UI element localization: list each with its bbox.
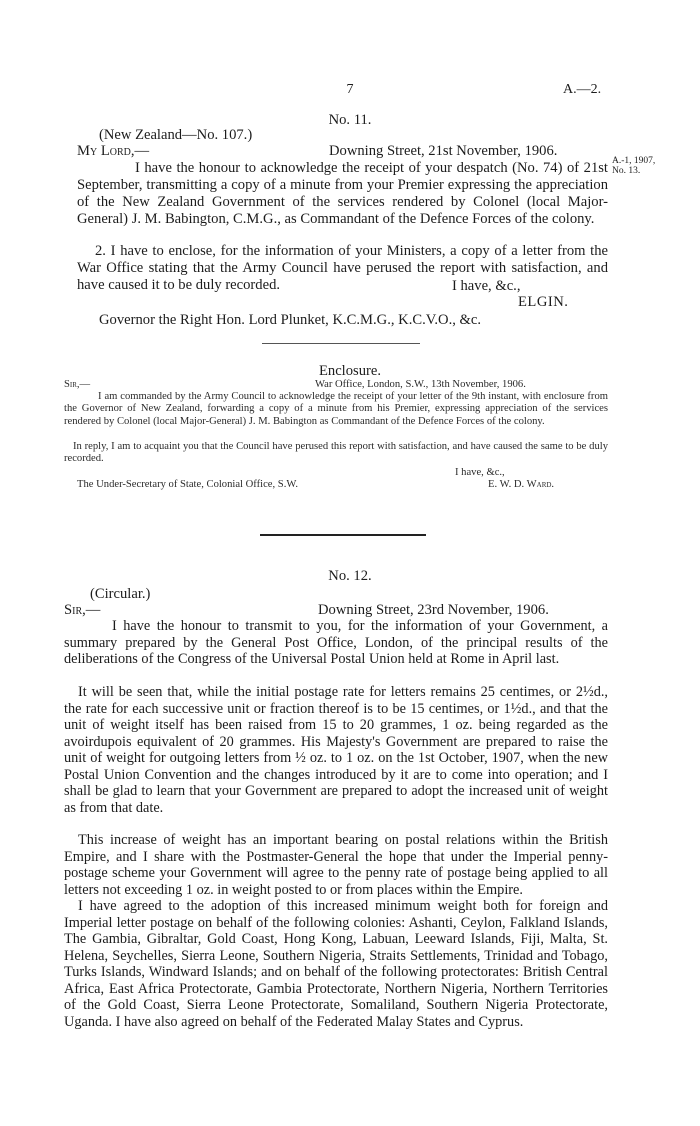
letter-12-paragraph-3: This increase of weight has an important bearing on postal relations within the British Empire, and I share with the Postmaster-General the hope that under the Imperial penny-postage scheme your Government will agree to the penny rate of postage being applied to all letters not exceeding 1 oz. in weight posted to or from places within the Empire. [64, 832, 608, 898]
enclosure-signature: E. W. D. Ward. [488, 479, 555, 490]
section-divider-thin [262, 343, 420, 344]
letter-11-signature: ELGIN. [518, 294, 569, 310]
letter-11-closing: I have, &c., [452, 278, 521, 294]
letter-11-paragraph-1: I have the honour to acknowledge the receipt of your despatch (No. 74) of 21st September, transmitting a copy of a minute from your Premier expressing the appreciation of the New Zealand Government of the services rendered by Colonel (local Major-General) J. M. Babington, C.M.G., as Commandant of the Defence Forces of the colony. [77, 160, 608, 227]
letter-11-addressee: Governor the Right Hon. Lord Plunket, K.C.M.G., K.C.V.O., &c. [99, 312, 481, 328]
letter-12-paragraph-4: I have agreed to the adoption of this increased minimum weight both for foreign and Imperial letter postage on behalf of the following colonies: Ashanti, Ceylon, Falkland Islands, The Gambia, Gibraltar, Gold Coast, Hong Kong, Labuan, Leeward Islands, Fiji, Malta, St. Helena, Seychelles, Sierra Leone, Southern Nigeria, Straits Settlements, Trinidad and Tobago, Turks Islands, Windward Islands; and on behalf of the following protectorates: British Central Africa, East Africa Protectorate, Gambia Protectorate, Northern Nigeria, Northern Territories of the Gold Coast, Sierra Leone Protectorate, Somaliland, Southern Nigeria Protectorate, Uganda. I have also agreed on behalf of the Federated Malay States and Cyprus. [64, 898, 608, 1030]
letter-11-salutation: My Lord,— [77, 143, 150, 159]
enclosure-place-date: War Office, London, S.W., 13th November, 1906. [315, 379, 526, 390]
page-number: 7 [346, 82, 354, 97]
margin-note-no: No. 13. [612, 166, 641, 176]
letter-11-paragraph-2: 2. I have to enclose, for the information of your Ministers, a copy of a letter from the War Office stating that the Army Council have perused the report with satisfaction, and have caused it to be duly recorded. [77, 243, 608, 293]
enclosure-paragraph-1: I am commanded by the Army Council to acknowledge the receipt of your letter of the 9th instant, with enclosure from the Governor of New Zealand, forwarding a copy of a minute from his Premier, expressing appreciation of the services rendered by Colonel (local Major-General) J. M. Babington as Commandant of the Defence Forces of the colony. [64, 391, 608, 427]
enclosure-closing: I have, &c., [455, 467, 505, 478]
enclosure-paragraph-2: In reply, I am to acquaint you that the Council have perused this report with satisfaction, and have caused the same to be duly recorded. [64, 441, 608, 465]
section-divider-thick [260, 534, 426, 536]
letter-11-place-date: Downing Street, 21st November, 1906. [329, 143, 558, 159]
document-reference: A.—2. [563, 82, 602, 97]
enclosure-title: Enclosure. [318, 363, 381, 379]
letter-12-source: (Circular.) [90, 586, 151, 602]
letter-12-salutation: Sir,— [64, 602, 101, 618]
letter-12-paragraph-1: I have the honour to transmit to you, for the information of your Government, a summary prepared by the General Post Office, London, of the principal results of the deliberations of the Congress of the Universal Postal Union held at Rome in April last. [64, 618, 608, 667]
letter-12-paragraph-2: It will be seen that, while the initial postage rate for letters remains 25 centimes, or 2½d., the rate for each successive unit or fraction thereof is to be 15 centimes, or 1½d., and that the unit of weight itself has been raised from 15 to 20 grammes, 1 oz. being regarded as the avoirdupois equivalent of 20 grammes. His Majesty's Government are prepared to raise the unit of weight for outgoing letters from ½ oz. to 1 oz. on the 1st October, 1907, when the new Postal Union Convention and the changes introduced by it are to come into operation; and I shall be glad to learn that your Government are prepared to adopt the increased unit of weight as from that date. [64, 684, 608, 816]
letter-11-source: (New Zealand—No. 107.) [99, 127, 253, 143]
margin-note [612, 156, 655, 176]
margin-note-ref: A.-1, 1907, [612, 156, 656, 166]
enclosure-addressee: The Under-Secretary of State, Colonial Office, S.W. [77, 479, 299, 490]
letter-11-number: No. 11. [328, 112, 372, 128]
enclosure-salutation: Sir,— [64, 379, 91, 390]
letter-12-place-date: Downing Street, 23rd November, 1906. [318, 602, 549, 618]
letter-12-number: No. 12. [328, 568, 372, 584]
